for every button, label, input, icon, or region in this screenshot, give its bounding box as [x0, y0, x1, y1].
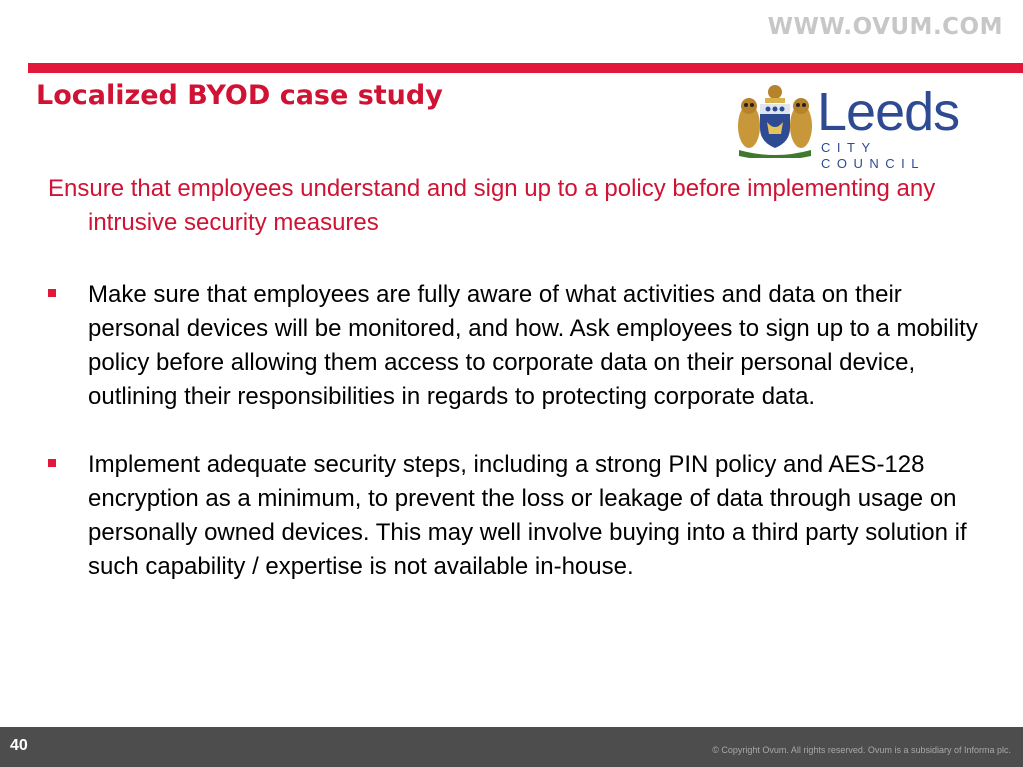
coat-of-arms-icon: [735, 82, 815, 158]
slide-title: Localized BYOD case study: [36, 80, 443, 111]
square-bullet-icon: [48, 459, 56, 467]
bullet-item: [48, 448, 983, 584]
logo-wordmark: Leeds: [817, 82, 960, 142]
bullet-item: [48, 278, 983, 414]
slide-content: [48, 172, 983, 618]
copyright-notice: © Copyright Ovum. All rights reserved. Ovum is a subsidiary of Informa plc.: [712, 745, 1011, 755]
bullet-text: Implement adequate security steps, including a strong PIN policy and AES-128 encryption as a minimum, to prevent the loss or leakage of data through usage on personally owned devices. This may well involve buying into a third party solution if such capability / expertise is not available in-house.: [88, 451, 967, 580]
lead-statement: Ensure that employees understand and sign up to a policy before implementing any intrusive security measures: [48, 175, 936, 236]
bullet-text: Make sure that employees are fully aware of what activities and data on their personal devices will be monitored, and how. Ask employees to sign up to a mobility policy before allowing them access to corporate data on their personal device, outlining their responsibilities in regards to protecting corporate data.: [88, 281, 978, 410]
logo-subtitle: CITY COUNCIL: [821, 140, 926, 171]
page-number: 40: [10, 737, 28, 754]
header-rule: [28, 63, 1023, 73]
footer-bar: [0, 727, 1023, 767]
leeds-city-council-logo: [735, 82, 985, 171]
square-bullet-icon: [48, 289, 56, 297]
ovum-url: WWW.OVUM.COM: [767, 14, 1003, 40]
bullet-list: [48, 278, 983, 584]
